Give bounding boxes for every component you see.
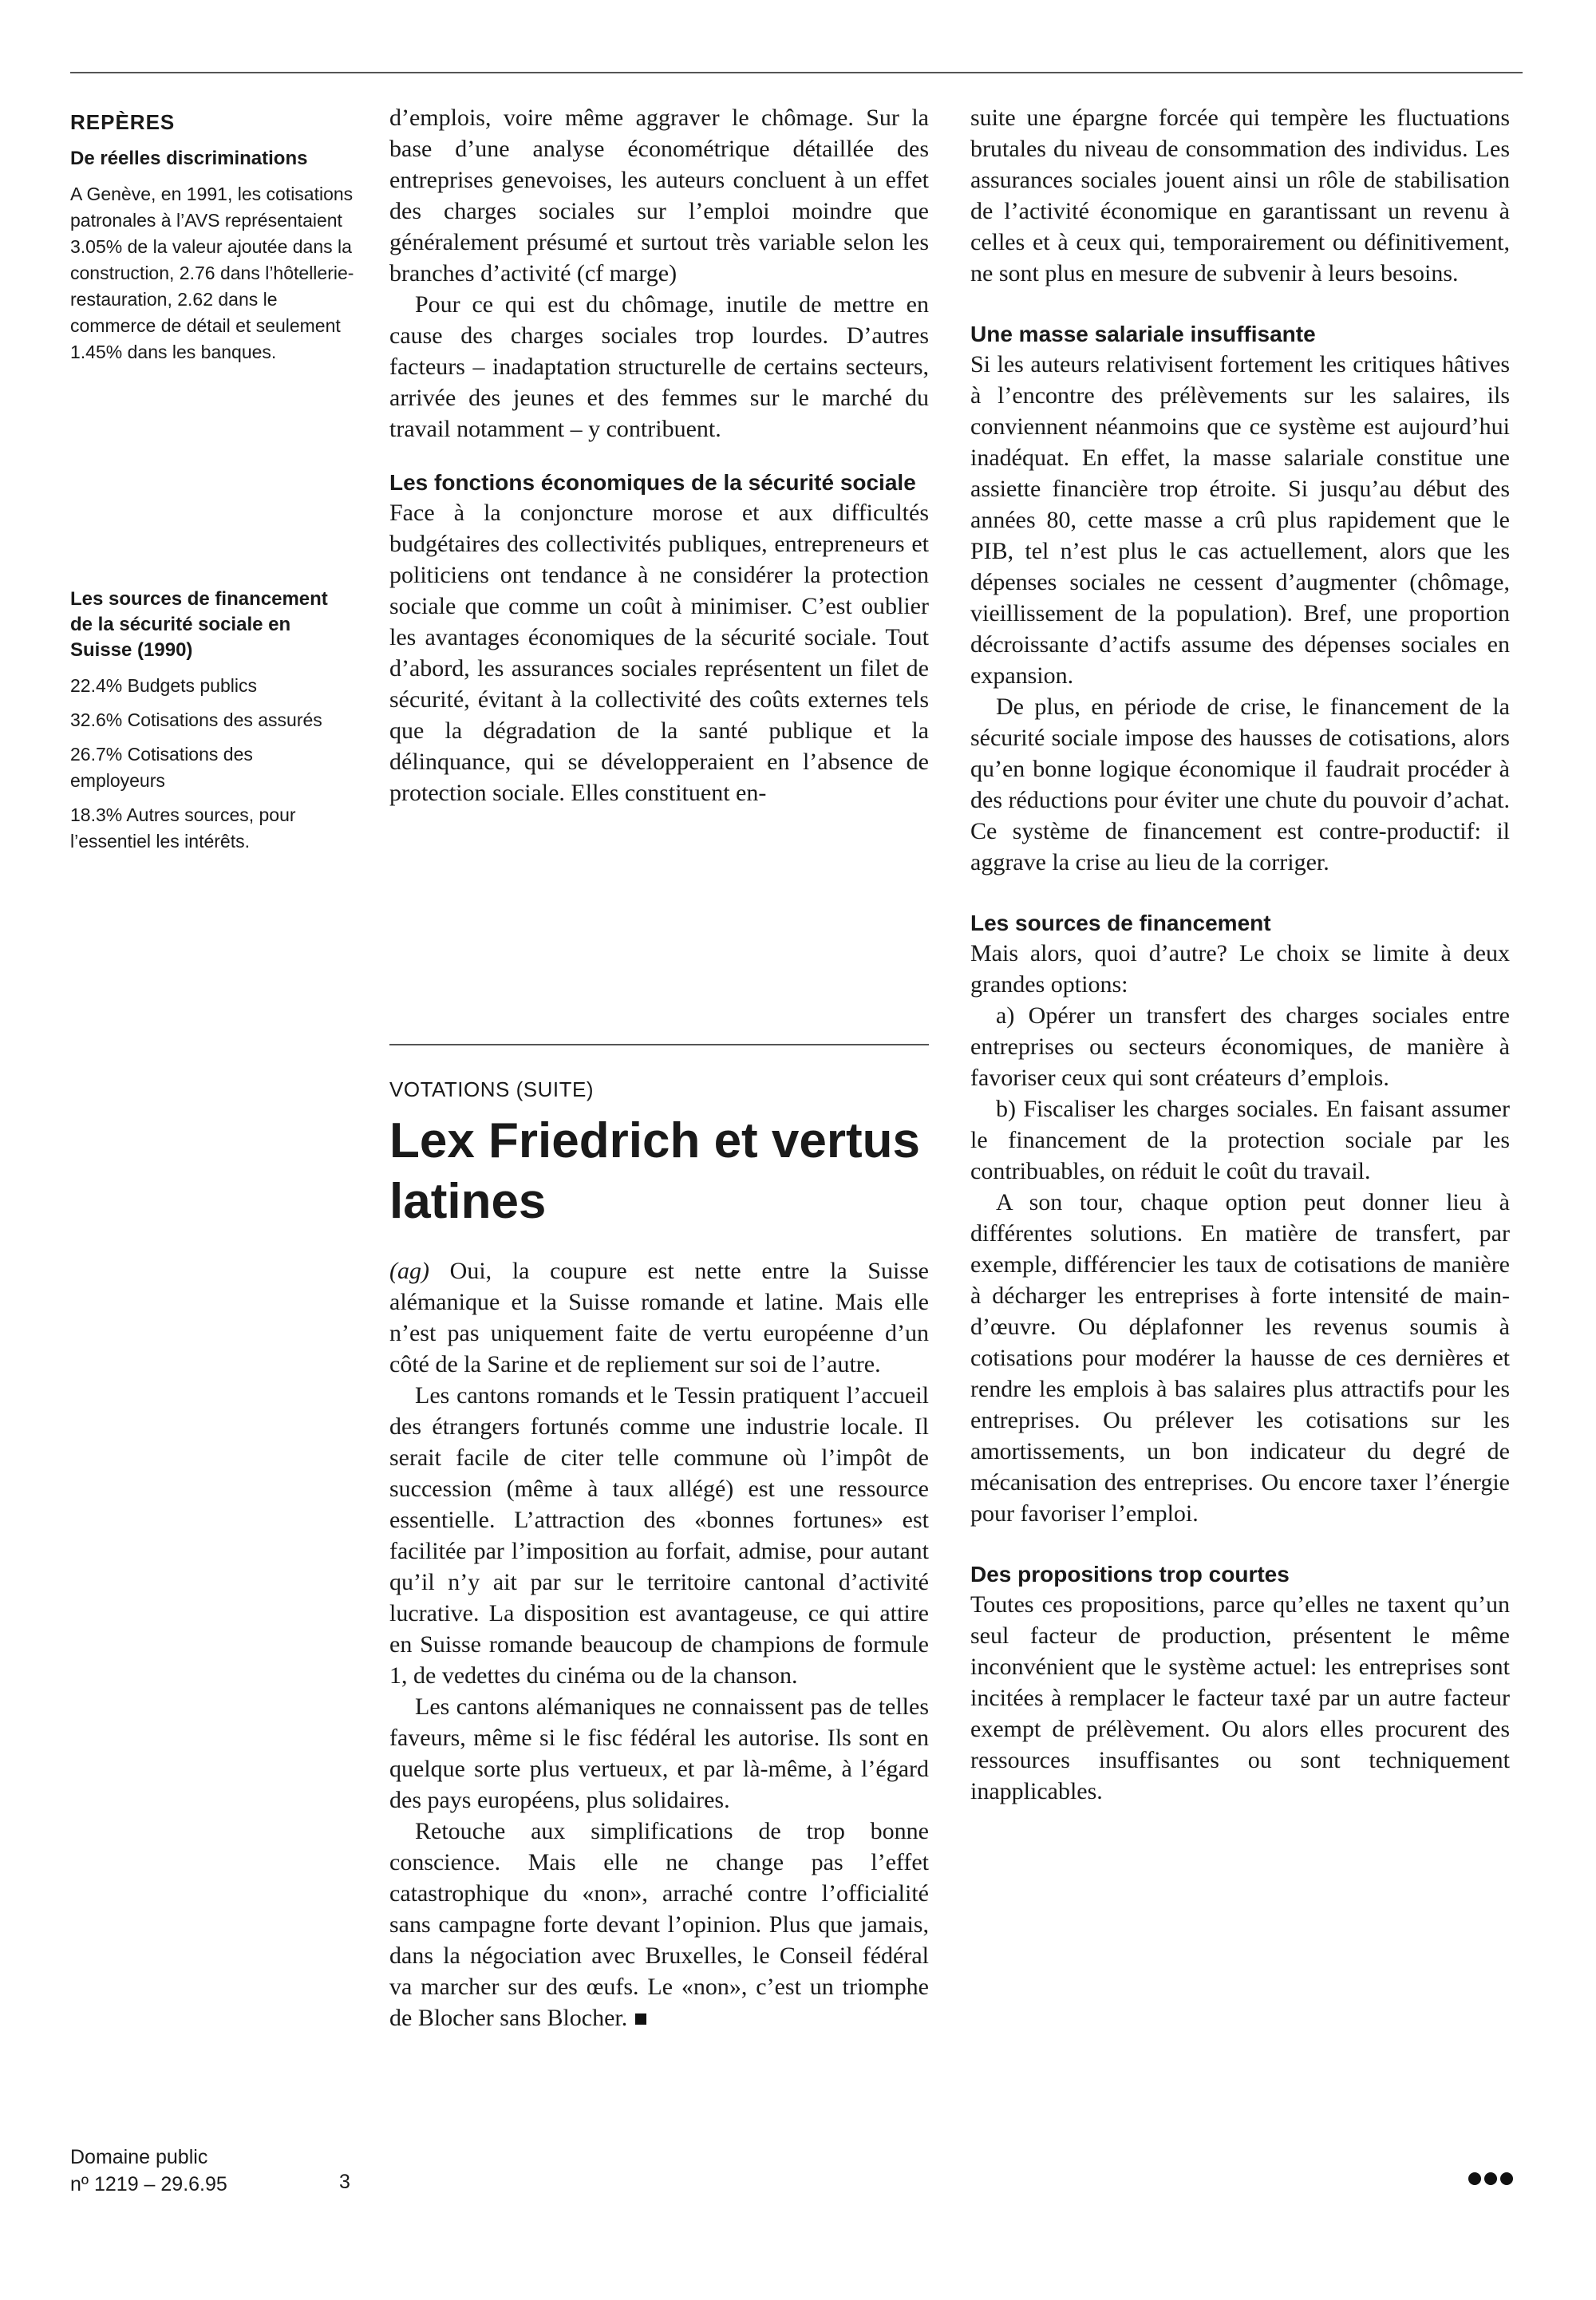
dot-icon (1500, 2172, 1513, 2185)
sidebar-block-sources (70, 587, 334, 863)
page-number: 3 (339, 2171, 350, 2193)
article-body (389, 1255, 929, 2033)
continued-dots-icon (1468, 2172, 1513, 2185)
sidebar-kicker: REPÈRES (70, 110, 176, 134)
sidebar-item-budgets: 22.4% Budgets publics (70, 675, 257, 696)
paragraph-text: Oui, la coupure est nette entre la Suisse alémanique et la Suisse romande et latine. Mais elle n’est pas uniquement faite de vertu européenne d’un côté de la Sarine et de repliement sur soi de l’autre. (389, 1258, 929, 1377)
paragraph (389, 1255, 929, 1380)
section-heading: Des propositions trop courtes (970, 1562, 1290, 1587)
article-rule (389, 1044, 929, 1045)
section-heading: Les fonctions économiques de la sécurité sociale (389, 470, 916, 495)
paragraph: De plus, en période de crise, le financement de la sécurité sociale impose des hausses de cotisations, alors qu’en bonne logique économique il faudrait procéder à des réductions pour éviter une chute du pouvoir d’achat. Ce système de financement est contre-productif: il aggrave la crise au lieu de la corriger. (970, 694, 1510, 875)
sidebar-block-discriminations (70, 110, 358, 366)
paragraph (389, 1816, 929, 2033)
paragraph: Toutes ces propositions, parce qu’elles ne taxent qu’un seul facteur de production, présentent le même inconvénient que le système actuel: les entreprises sont incitées à remplacer le facteur taxé par un autre facteur exempt de prélèvement. Ou alors elles procurent des ressources insuffisantes ou sont techniquement inapplicables. (970, 1591, 1510, 1804)
paragraph: b) Fiscaliser les charges sociales. En faisant assumer le financement de la protection sociale par les contribuables, on réduit le coût du travail. (970, 1096, 1510, 1184)
column-middle-upper (389, 102, 929, 808)
dot-icon (1468, 2172, 1481, 2185)
sidebar-heading-sources: Les sources de financement de la sécurité sociale en Suisse (1990) (70, 588, 328, 661)
paragraph-text: Retouche aux simplifications de trop bonne conscience. Mais elle ne change pas l’effet catastrophique du «non», arraché contre l’officialité sans campagne forte devant l’opinion. Plus que jamais, dans la négociation avec Bruxelles, le Conseil fédéral va marcher sur des œufs. Le «non», c’est un triomphe de Blocher sans Blocher. (389, 1818, 929, 2031)
paragraph: a) Opérer un transfert des charges sociales entre entreprises ou secteurs économiques, de manière à favoriser ceux qui sont créateurs d’emplois. (970, 1002, 1510, 1091)
sidebar-item-assures: 32.6% Cotisations des assurés (70, 709, 322, 730)
top-rule (70, 72, 1523, 73)
article-title: Lex Friedrich et vertus latines (389, 1113, 921, 1229)
byline: (ag) (389, 1258, 429, 1284)
publication-name: Domaine public (70, 2146, 208, 2168)
article-kicker: VOTATIONS (SUITE) (389, 1077, 594, 1101)
section-heading: Une masse salariale insuffisante (970, 322, 1316, 346)
dot-icon (1484, 2172, 1497, 2185)
paragraph: A son tour, chaque option peut donner lieu à différentes solutions. En matière de transfert, par exemple, différencier les taux de cotisations de manière à décharger les entreprises à forte intensité de main-d’œuvre. Ou déplafonner les revenus soumis à cotisations pour modérer la hausse de ces dernières et rendre les emplois à bas salaires plus attractifs pour les entreprises. Ou prélever les cotisations sur les amortissements, un bon indicateur du degré de mécanisation des entreprises. Ou encore taxer l’énergie pour favoriser l’emploi. (970, 1189, 1510, 1527)
sidebar-item-autres: 18.3% Autres sources, pour l’essentiel les intérêts. (70, 804, 296, 852)
end-mark-icon (635, 2013, 646, 2025)
issue-info: nº 1219 – 29.6.95 (70, 2173, 227, 2195)
column-right (970, 102, 1510, 1807)
paragraph: Si les auteurs relativisent fortement les critiques hâtives à l’encontre des prélèvements sur les salaires, ils conviennent néanmoins que ce système est aujourd’hui inadéquat. En effet, la masse salariale constitue une assiette financière trop étroite. Si jusqu’au début des années 80, cette masse a crû plus rapidement que le PIB, tel n’est plus le cas actuellement, alors que les dépenses sociales ne cessent d’augmenter (chômage, vieillissement de la population). Bref, une proportion décroissante d’actifs assume des dépenses sociales en expansion. (970, 351, 1510, 689)
sidebar-item-employeurs: 26.7% Cotisations des employeurs (70, 744, 253, 791)
paragraph: Les cantons alémaniques ne connaissent pas de telles faveurs, même si le fisc fédéral les autorise. Ils sont en quelque sorte plus vertueux, et par là-même, à l’égard des pays européens, plus solidaires. (389, 1693, 929, 1813)
sidebar-heading-discriminations: De réelles discriminations (70, 148, 308, 169)
footer-publication (70, 2144, 358, 2198)
paragraph: suite une épargne forcée qui tempère les fluctuations brutales du niveau de consommation des individus. Les assurances sociales jouent ainsi un rôle de stabilisation de l’activité économique en garantissant un revenu à celles et à ceux qui, temporairement ou définitivement, ne sont plus en mesure de subvenir à leurs besoins. (970, 105, 1510, 287)
paragraph: Mais alors, quoi d’autre? Le choix se limite à deux grandes options: (970, 940, 1510, 998)
section-heading: Les sources de financement (970, 911, 1271, 935)
paragraph: Les cantons romands et le Tessin pratiquent l’accueil des étrangers fortunés comme une industrie locale. Il serait facile de citer telle commune où l’impôt de succession (même à taux allégé) est une ressource essentielle. L’attraction des «bonnes fortunes» est facilitée par l’imposition au forfait, admise, pour autant qu’il n’y ait par sur le territoire cantonal d’activité lucrative. La disposition est avantageuse, ce qui attire en Suisse romande beaucoup de champions de formule 1, de vedettes du cinéma ou de la chanson. (389, 1382, 929, 1689)
paragraph: Pour ce qui est du chômage, inutile de mettre en cause des charges sociales trop lourdes. D’autres facteurs – inadaptation structurelle de certains secteurs, arrivée des jeunes et des femmes sur le marché du travail notamment – y contribuent. (389, 291, 929, 442)
paragraph: d’emplois, voire même aggraver le chômage. Sur la base d’une analyse économétrique détaillée des entreprises genevoises, les auteurs concluent à un effet des charges sociales sur l’emploi moindre que généralement présumé et surtout très variable selon les branches d’activité (cf marge) (389, 105, 929, 287)
sidebar-text-discriminations: A Genève, en 1991, les cotisations patronales à l’AVS représentaient 3.05% de la valeur ajoutée dans la construction, 2.76 dans l’hôtellerie-restauration, 2.62 dans le commerce de détail et seulement 1.45% dans les banques. (70, 184, 354, 362)
paragraph: Face à la conjoncture morose et aux difficultés budgétaires des collectivités publiques, entrepreneurs et politiciens ont tendance à ne considérer la protection sociale que comme un coût à minimiser. C’est oublier les avantages économiques de la sécurité sociale. Tout d’abord, les assurances sociales représentent un filet de sécurité, évitant à la collectivité des coûts externes tels que la dégradation de la santé publique et la délinquance, qui se développeraient en l’absence de protection sociale. Elles constituent en- (389, 500, 929, 806)
